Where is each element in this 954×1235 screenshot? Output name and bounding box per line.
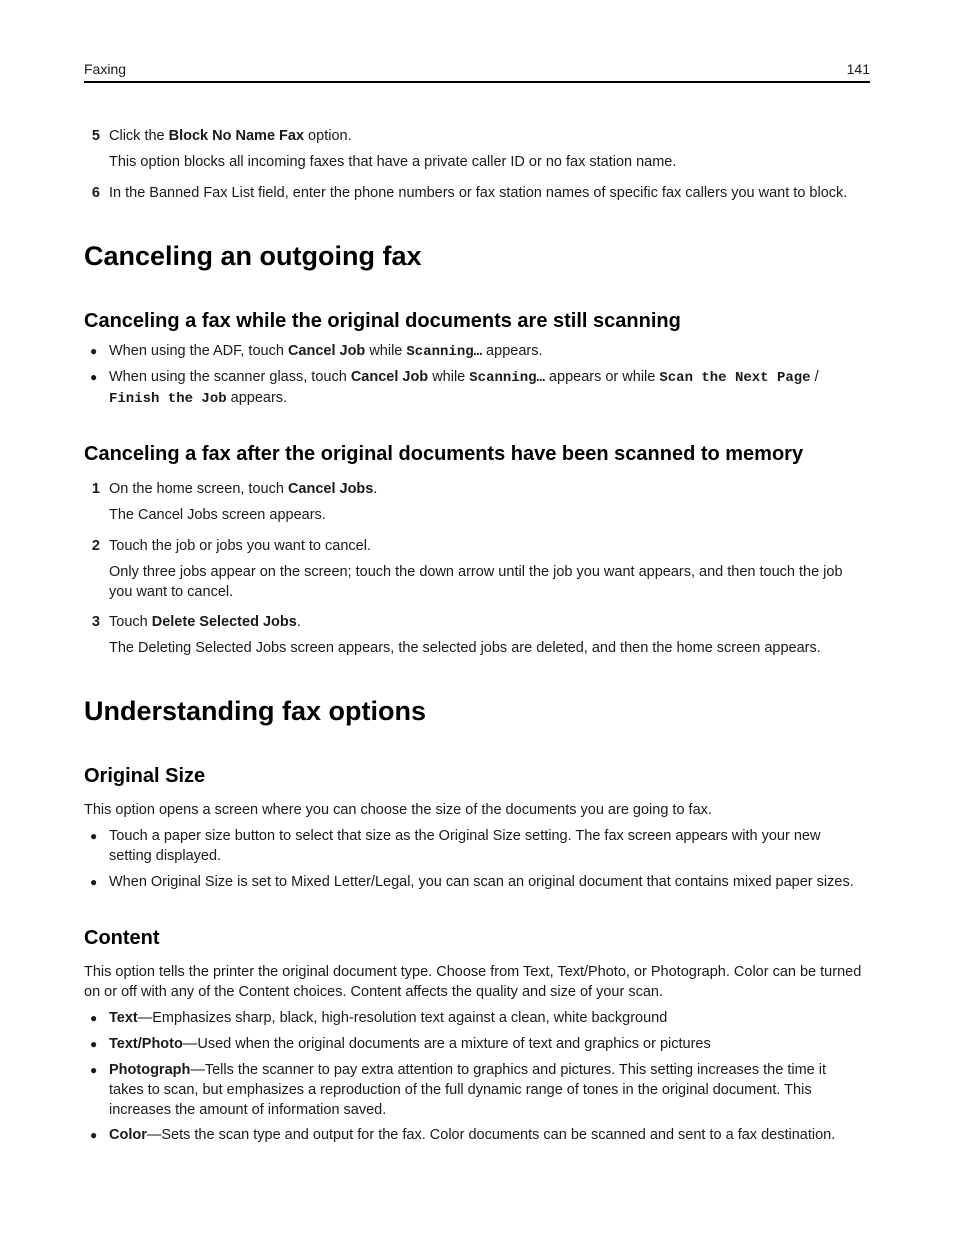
bullet-text-post: appears. (482, 343, 543, 359)
bullet-text-mid: while (365, 343, 407, 359)
step-number: 6 (91, 185, 100, 201)
bullet-text-sep: / (810, 369, 819, 385)
bullet-text: Touch a paper size button to select that size as the Original Size setting. The fax screen appears with your new setting displayed. (109, 828, 821, 864)
paragraph: This option tells the printer the original document type. Choose from Text, Text/Photo, or Photograph. Color can be turned on or off with any of the Content choices. Content affects the quality and size of your scan. (84, 964, 862, 1000)
step-note: Only three jobs appear on the screen; touch the down arrow until the job you want appears, and then touch the job you want to cancel. (109, 564, 843, 600)
header-section: Faxing (84, 61, 127, 77)
step-number: 5 (91, 128, 100, 144)
bullet-icon: ● (90, 875, 98, 889)
step-text-bold: Block No Name Fax (168, 128, 305, 144)
bullet-text-mid: while (428, 369, 470, 385)
step-note: The Deleting Selected Jobs screen appears, the selected jobs are deleted, and then the home screen appears. (109, 640, 821, 656)
subsection-heading-original-size: Original Size (84, 765, 206, 787)
bullet-term: Text/Photo (109, 1036, 183, 1052)
section-heading-canceling: Canceling an outgoing fax (84, 241, 422, 271)
section-heading-fax-options: Understanding fax options (84, 696, 427, 726)
bullet-text-mono: Scan the Next Page (659, 370, 811, 386)
bullet-desc: —Emphasizes sharp, black, high-resolution text against a clean, white background (137, 1010, 668, 1026)
step-text-pre: On the home screen, touch (109, 481, 288, 497)
step-text-post: . (373, 481, 378, 497)
bullet-text-mono: Scanning… (469, 370, 545, 386)
bullet-text-bold: Cancel Job (350, 369, 429, 385)
step-number: 3 (91, 614, 100, 630)
bullet-text-post: appears. (226, 390, 288, 406)
bullet-icon: ● (90, 1063, 98, 1077)
step-text-pre: Click the (109, 128, 169, 144)
bullet-text-mono: Finish the Job (109, 391, 227, 407)
bullet-text: When Original Size is set to Mixed Letter/Legal, you can scan an original document that contains mixed paper sizes. (109, 874, 854, 890)
step-text-post: option. (304, 128, 352, 144)
bullet-text-mono: Scanning… (406, 344, 483, 360)
step-number: 1 (91, 481, 100, 497)
step-text-bold: Delete Selected Jobs (151, 614, 297, 630)
step-note: This option blocks all incoming faxes that have a private caller ID or no fax station name. (109, 154, 677, 170)
bullet-text (109, 1034, 871, 1054)
step-text-pre: Touch (109, 614, 152, 630)
step-text (109, 479, 871, 499)
bullet-text (109, 1008, 871, 1028)
step-text: Touch the job or jobs you want to cancel. (109, 538, 371, 554)
bullet-text (109, 1125, 871, 1145)
step-text: In the Banned Fax List field, enter the phone numbers or fax station names of specific fax callers you want to block. (109, 185, 848, 201)
bullet-desc: —Used when the original documents are a mixture of text and graphics or pictures (182, 1036, 711, 1052)
bullet-term: Text (109, 1010, 138, 1026)
bullet-icon: ● (90, 1011, 98, 1025)
bullet-icon: ● (90, 1128, 98, 1142)
step-note: The Cancel Jobs screen appears. (109, 507, 326, 523)
bullet-text-pre: When using the ADF, touch (109, 343, 288, 359)
bullet-desc: —Tells the scanner to pay extra attention to graphics and pictures. This setting increases the time it takes to scan, but emphasizes a reproduction of the full dynamic range of tones in the original document. This increases the amount of information saved. (109, 1062, 827, 1118)
subsection-heading-scanning: Canceling a fax while the original documents are still scanning (84, 310, 681, 332)
bullet-text (109, 341, 871, 362)
paragraph: This option opens a screen where you can choose the size of the documents you are going to fax. (84, 802, 712, 818)
bullet-text (109, 367, 871, 409)
bullet-icon: ● (90, 1037, 98, 1051)
step-text-post: . (296, 614, 301, 630)
step-text-bold: Cancel Jobs (287, 481, 374, 497)
bullet-term: Photograph (109, 1062, 191, 1078)
step-text (109, 612, 871, 632)
bullet-icon: ● (90, 829, 98, 843)
bullet-icon: ● (90, 370, 98, 384)
bullet-term: Color (109, 1127, 147, 1143)
bullet-text (109, 1060, 861, 1120)
header-page-number: 141 (846, 61, 870, 77)
subsection-heading-content: Content (84, 927, 160, 949)
bullet-desc: —Sets the scan type and output for the fax. Color documents can be scanned and sent to a fax destination. (146, 1127, 836, 1143)
bullet-text-mid: appears or while (544, 369, 660, 385)
bullet-text-pre: When using the scanner glass, touch (109, 369, 351, 385)
subsection-heading-memory: Canceling a fax after the original documents have been scanned to memory (84, 443, 804, 465)
step-text (109, 126, 871, 146)
step-number: 2 (91, 538, 100, 554)
bullet-text-bold: Cancel Job (287, 343, 366, 359)
page-header (84, 60, 870, 83)
bullet-icon: ● (90, 344, 98, 358)
